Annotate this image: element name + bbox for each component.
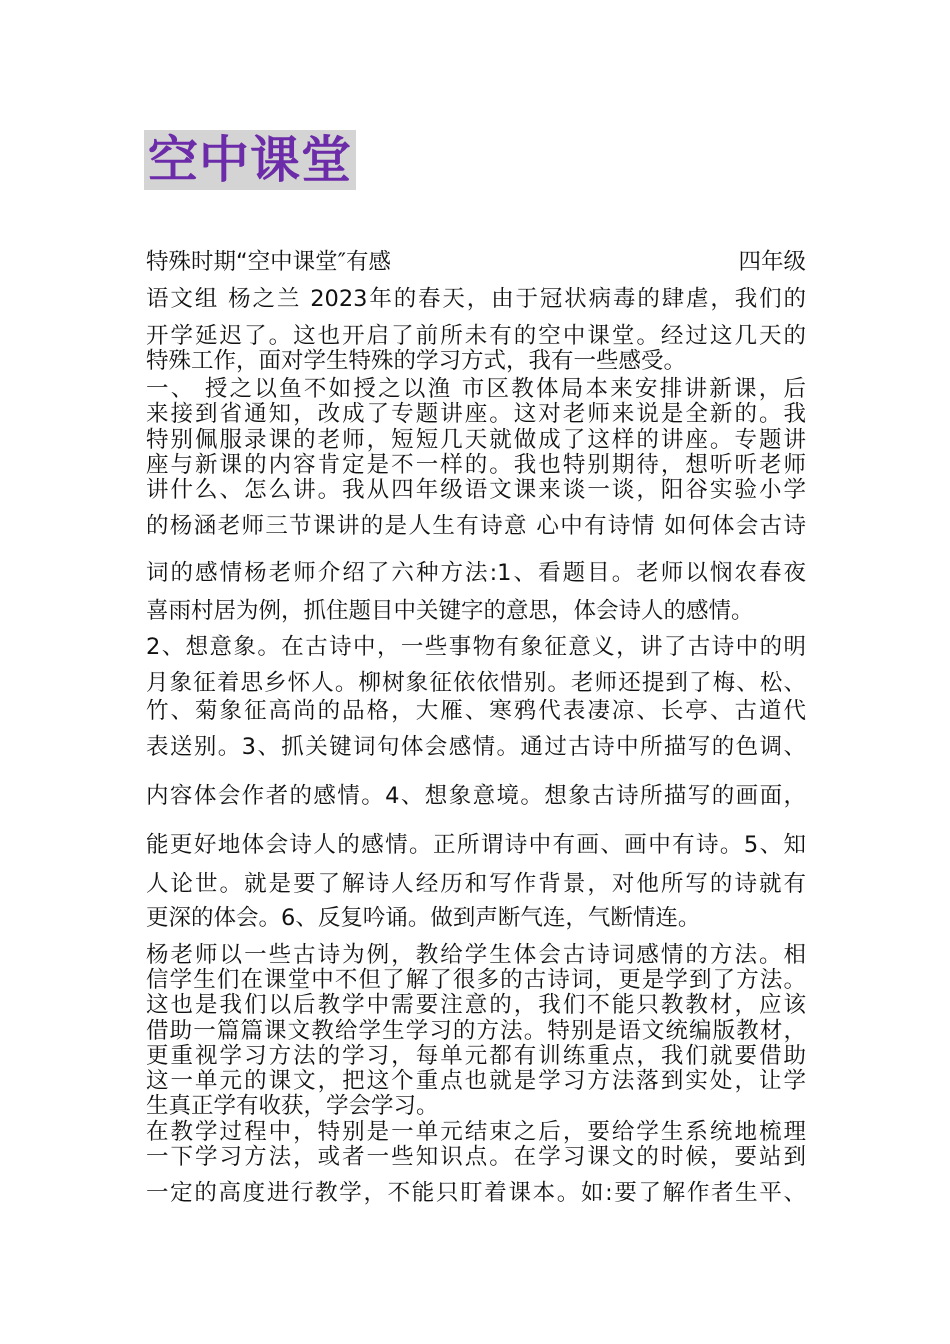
text-line: 语文组 杨之兰 2023年的春天，由于冠状病毒的肆虐，我们的 <box>146 286 806 312</box>
text-line: 更重视学习方法的学习，每单元都有训练重点，我们就要借助 <box>146 1043 806 1069</box>
text-line: 喜雨村居为例，抓住题目中关键字的意思，体会诗人的感情。 <box>146 598 754 624</box>
subtitle-left: 特殊时期“空中课堂″有感 <box>146 249 392 275</box>
text-line: 生真正学有收获，学会学习。 <box>146 1093 439 1119</box>
text-line: 座与新课的内容肯定是不一样的。我也特别期待，想听听老师 <box>146 452 806 478</box>
text-line: 这也是我们以后教学中需要注意的，我们不能只教教材，应该 <box>146 992 806 1018</box>
text-line: 特别佩服录课的老师，短短几天就做成了这样的讲座。专题讲 <box>146 427 806 453</box>
text-line: 信学生们在课堂中不但了解了很多的古诗词，更是学到了方法。 <box>146 967 806 993</box>
text-line: 内容体会作者的感情。4、想象意境。想象古诗所描写的画面， <box>146 783 806 809</box>
text-line: 能更好地体会诗人的感情。正所谓诗中有画、画中有诗。5、知 <box>146 832 806 858</box>
text-line: 这一单元的课文，把这个重点也就是学习方法落到实处，让学 <box>146 1068 806 1094</box>
subtitle-right: 四年级 <box>738 249 806 275</box>
text-line: 月象征着思乡怀人。柳树象征依依惜别。老师还提到了梅、松、 <box>146 670 806 696</box>
document-title: 空中课堂 <box>148 131 352 189</box>
text-line: 的杨涵老师三节课讲的是人生有诗意 心中有诗情 如何体会古诗 <box>146 513 806 539</box>
text-line: 一下学习方法，或者一些知识点。在学习课文的时候，要站到 <box>146 1144 806 1170</box>
text-line: 词的感情杨老师介绍了六种方法:1、看题目。老师以悯农春夜 <box>146 560 806 586</box>
text-line: 一定的高度进行教学，不能只盯着课本。如:要了解作者生平、 <box>146 1180 806 1206</box>
text-line: 一、 授之以鱼不如授之以渔 市区教体局本来安排讲新课，后 <box>146 376 806 402</box>
text-line: 借助一篇篇课文教给学生学习的方法。特别是语文统编版教材， <box>146 1018 806 1044</box>
text-line: 在教学过程中，特别是一单元结束之后，要给学生系统地梳理 <box>146 1119 806 1145</box>
subtitle-row <box>146 249 806 275</box>
text-line: 特殊工作，面对学生特殊的学习方式，我有一些感受。 <box>146 348 687 374</box>
text-line: 2、想意象。在古诗中，一些事物有象征意义，讲了古诗中的明 <box>146 634 806 660</box>
text-line: 人论世。就是要了解诗人经历和写作背景，对他所写的诗就有 <box>146 871 806 897</box>
text-line: 杨老师以一些古诗为例，教给学生体会古诗词感情的方法。相 <box>146 942 806 968</box>
text-line: 开学延迟了。这也开启了前所未有的空中课堂。经过这几天的 <box>146 323 806 349</box>
text-line: 来接到省通知，改成了专题讲座。这对老师来说是全新的。我 <box>146 401 806 427</box>
title-highlight <box>144 130 356 190</box>
text-line: 竹、菊象征高尚的品格，大雁、寒鸦代表凄凉、长亭、古道代 <box>146 698 806 724</box>
text-line: 讲什么、怎么讲。我从四年级语文课来谈一谈，阳谷实验小学 <box>146 477 806 503</box>
text-line: 更深的体会。6、反复吟诵。做到声断气连，气断情连。 <box>146 905 701 931</box>
text-line: 表送别。3、抓关键词句体会感情。通过古诗中所描写的色调、 <box>146 734 806 760</box>
